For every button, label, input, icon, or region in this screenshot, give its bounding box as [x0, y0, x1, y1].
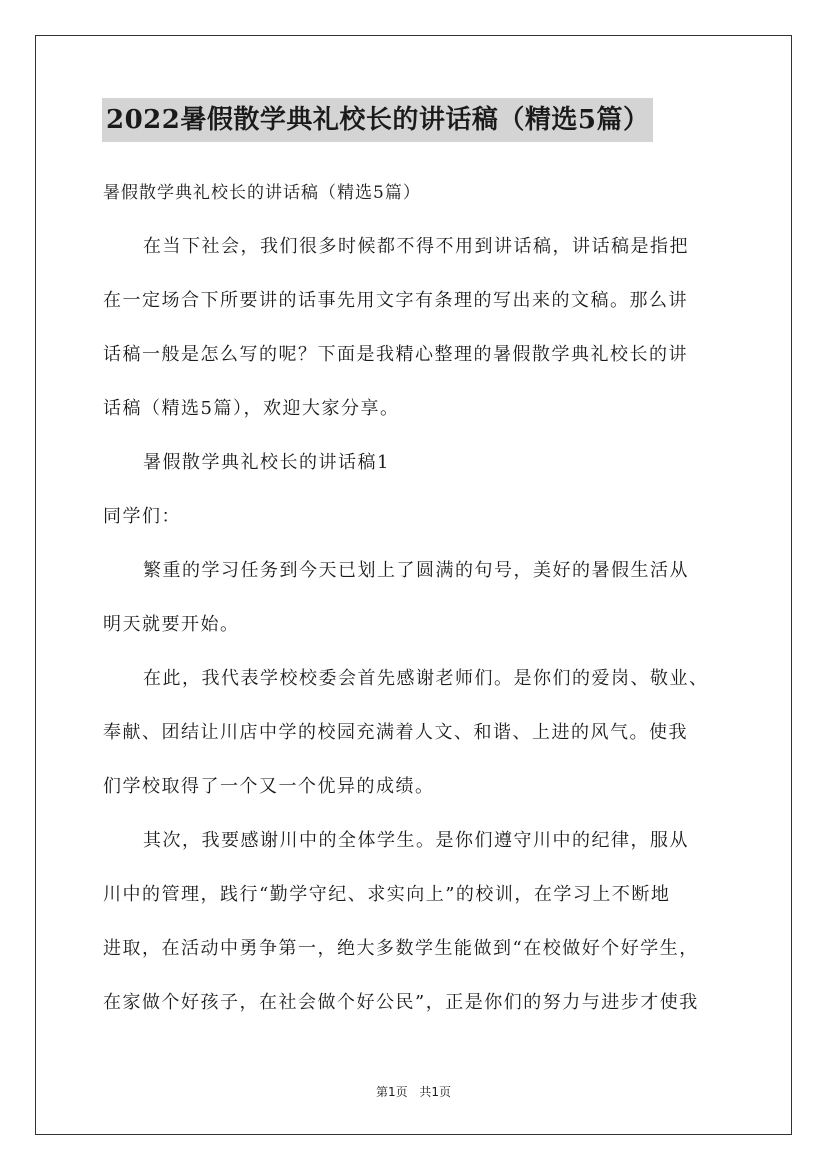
text-line: 明天就要开始。: [103, 614, 240, 635]
text-line: 在一定场合下所要讲的话事先用文字有条理的写出来的文稿。那么讲: [103, 290, 688, 311]
text-line: 进取，在活动中勇争第一，绝大多数学生能做到“在校做好个好学生，: [103, 938, 699, 959]
section-heading: [103, 436, 743, 490]
page-footer: [0, 1083, 827, 1100]
text-line: 川中的管理，践行“勤学守纪、求实向上”的校训，在学习上不断地: [103, 884, 671, 905]
salutation: [103, 490, 743, 544]
text-line: 繁重的学习任务到今天已划上了圆满的句号，美好的暑假生活从: [143, 560, 689, 581]
text-line: 话稿（精选5篇），欢迎大家分享。: [103, 398, 400, 419]
text-line: 在家做个好孩子，在社会做个好公民”，正是你们的努力与进步才使我: [103, 992, 699, 1013]
paragraph-intro: [103, 220, 743, 436]
page-total: 共1页: [419, 1085, 452, 1099]
document-title: 2022暑假散学典礼校长的讲话稿（精选5篇）: [102, 98, 653, 142]
document-subtitle: 暑假散学典礼校长的讲话稿（精选5篇）: [103, 183, 421, 203]
text-line: 在此，我代表学校校委会首先感谢老师们。是你们的爱岗、敬业、: [143, 668, 709, 689]
text-line: 们学校取得了一个又一个优异的成绩。: [103, 776, 435, 797]
text-line: 奉献、团结让川店中学的校园充满着人文、和谐、上进的风气。使我: [103, 722, 688, 743]
text-line: 同学们：: [103, 506, 181, 527]
text-line: 话稿一般是怎么写的呢？下面是我精心整理的暑假散学典礼校长的讲: [103, 344, 688, 365]
text-line: 在当下社会，我们很多时候都不得不用到讲话稿，讲话稿是指把: [143, 236, 689, 257]
paragraph-body: [103, 652, 743, 814]
paragraph-body: [103, 544, 743, 652]
paragraph-body: [103, 814, 743, 1030]
text-line: 其次，我要感谢川中的全体学生。是你们遵守川中的纪律，服从: [143, 830, 689, 851]
page-number: 第1页: [375, 1085, 408, 1099]
text-line: 暑假散学典礼校长的讲话稿1: [143, 452, 390, 473]
